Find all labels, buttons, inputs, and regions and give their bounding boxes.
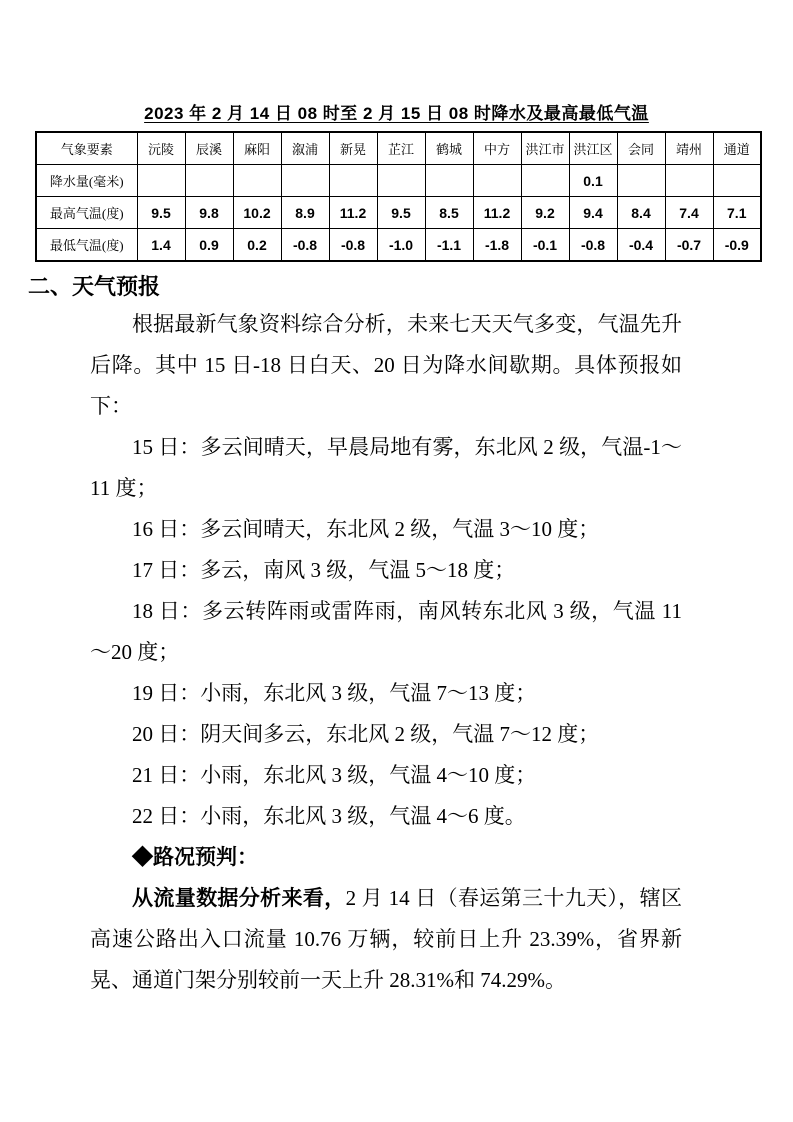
row-label: 最高气温(度) <box>36 197 137 229</box>
precip-cell <box>713 165 761 197</box>
traffic-analysis-lead: 从流量数据分析来看， <box>132 886 346 910</box>
precip-cell <box>473 165 521 197</box>
header-cell-station: 通道 <box>713 132 761 165</box>
min-temp-cell: -0.4 <box>617 229 665 262</box>
forecast-day-line: 17 日：多云，南风 3 级，气温 5～18 度； <box>132 558 516 582</box>
weather-data-table <box>35 131 762 262</box>
precip-cell <box>329 165 377 197</box>
section-heading-weather-forecast: 二、天气预报 <box>28 274 161 299</box>
header-cell-station: 洪江区 <box>569 132 617 165</box>
forecast-day-line: 22 日：小雨，东北风 3 级，气温 4～6 度。 <box>132 804 526 828</box>
precip-cell <box>377 165 425 197</box>
forecast-day-line: 21 日：小雨，东北风 3 级，气温 4～10 度； <box>132 763 537 787</box>
max-temp-cell: 8.9 <box>281 197 329 229</box>
header-cell-station: 中方 <box>473 132 521 165</box>
row-label: 降水量(毫米) <box>36 165 137 197</box>
min-temp-cell: 1.4 <box>137 229 185 262</box>
precip-cell <box>617 165 665 197</box>
precip-cell <box>137 165 185 197</box>
max-temp-cell: 11.2 <box>329 197 377 229</box>
precip-cell <box>521 165 569 197</box>
header-cell-station: 溆浦 <box>281 132 329 165</box>
min-temp-cell: -0.8 <box>329 229 377 262</box>
max-temp-cell: 9.5 <box>377 197 425 229</box>
min-temp-cell: -0.8 <box>569 229 617 262</box>
min-temp-cell: 0.9 <box>185 229 233 262</box>
min-temp-cell: -1.1 <box>425 229 473 262</box>
min-temp-cell: -0.7 <box>665 229 713 262</box>
header-cell-station: 沅陵 <box>137 132 185 165</box>
header-cell-station: 芷江 <box>377 132 425 165</box>
precip-cell <box>185 165 233 197</box>
forecast-day-line: 19 日：小雨，东北风 3 级，气温 7～13 度； <box>132 681 537 705</box>
forecast-day-line: 18 日：多云转阵雨或雷阵雨，南风转东北风 3 级，气温 11～20 度； <box>90 599 682 664</box>
header-cell-element: 气象要素 <box>36 132 137 165</box>
precip-cell <box>665 165 713 197</box>
traffic-analysis-paragraph <box>90 878 682 1001</box>
max-temp-row <box>36 197 761 229</box>
precip-cell: 0.1 <box>569 165 617 197</box>
min-temp-cell: 0.2 <box>233 229 281 262</box>
max-temp-cell: 9.5 <box>137 197 185 229</box>
road-condition-heading: ◆路况预判： <box>132 845 258 869</box>
header-cell-station: 新晃 <box>329 132 377 165</box>
max-temp-cell: 11.2 <box>473 197 521 229</box>
min-temp-cell: -0.9 <box>713 229 761 262</box>
header-cell-station: 会同 <box>617 132 665 165</box>
min-temp-cell: -0.8 <box>281 229 329 262</box>
forecast-intro-paragraph: 根据最新气象资料综合分析，未来七天天气多变，气温先升后降。其中 15 日-18 日白天、20 日为降水间歇期。具体预报如下： <box>90 312 682 418</box>
header-cell-station: 靖州 <box>665 132 713 165</box>
max-temp-cell: 10.2 <box>233 197 281 229</box>
precipitation-row <box>36 165 761 197</box>
min-temp-row <box>36 229 761 262</box>
max-temp-cell: 7.4 <box>665 197 713 229</box>
min-temp-cell: -1.0 <box>377 229 425 262</box>
max-temp-cell: 9.8 <box>185 197 233 229</box>
min-temp-cell: -0.1 <box>521 229 569 262</box>
precip-cell <box>233 165 281 197</box>
header-cell-station: 麻阳 <box>233 132 281 165</box>
forecast-day-line: 16 日：多云间晴天，东北风 2 级，气温 3～10 度； <box>132 517 600 541</box>
header-cell-station: 鹤城 <box>425 132 473 165</box>
header-cell-station: 辰溪 <box>185 132 233 165</box>
forecast-day-line: 20 日：阴天间多云，东北风 2 级，气温 7～12 度； <box>132 722 600 746</box>
forecast-body <box>90 304 682 1001</box>
precip-cell <box>425 165 473 197</box>
table-header-row <box>36 132 761 165</box>
forecast-day-line: 15 日：多云间晴天，早晨局地有雾，东北风 2 级，气温-1～11 度； <box>90 435 682 500</box>
max-temp-cell: 8.5 <box>425 197 473 229</box>
max-temp-cell: 8.4 <box>617 197 665 229</box>
traffic-analysis-text: 2 月 14 日（春运第三十九天），辖区高速公路出入口流量 10.76 万辆，较前日上升 23.39%，省界新晃、通道门架分别较前一天上升 28.31%和 74.29%。 <box>90 886 683 992</box>
max-temp-cell: 9.2 <box>521 197 569 229</box>
table-title: 2023 年 2 月 14 日 08 时至 2 月 15 日 08 时降水及最高最低气温 <box>144 104 649 123</box>
max-temp-cell: 7.1 <box>713 197 761 229</box>
max-temp-cell: 9.4 <box>569 197 617 229</box>
row-label: 最低气温(度) <box>36 229 137 262</box>
header-cell-station: 洪江市 <box>521 132 569 165</box>
precip-cell <box>281 165 329 197</box>
min-temp-cell: -1.8 <box>473 229 521 262</box>
